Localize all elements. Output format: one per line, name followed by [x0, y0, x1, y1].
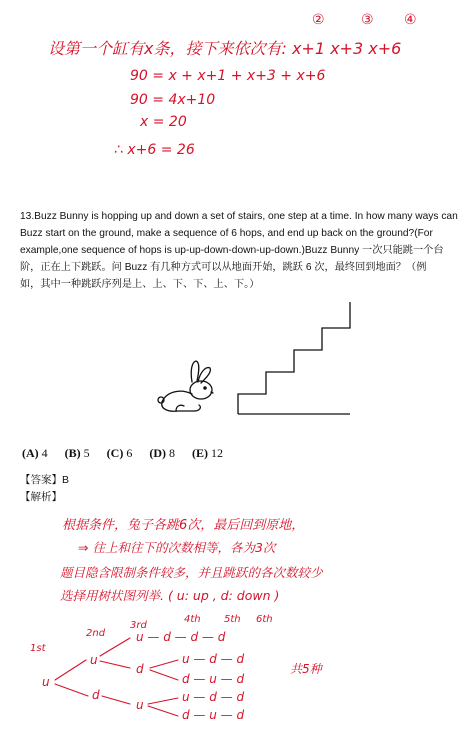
handwritten-line-setup: 设第一个缸有x条，接下来依次有: x+1 x+3 x+6 [48, 39, 402, 58]
choice-d: (D) 8 [149, 446, 176, 460]
tree-header: 6th [256, 614, 273, 625]
tree-row: u — d — d [182, 652, 245, 666]
handwritten-line: 选择用树状图列举. ( u: up , d: down ) [60, 588, 280, 603]
tree-row: u — d — d [182, 690, 245, 704]
tree-row: d — u — d [182, 672, 245, 686]
tree-header: 4th [184, 614, 201, 625]
tree-header: 2nd [86, 628, 106, 639]
choice-e: (E) 12 [192, 446, 224, 460]
choice-a: (A) 4 [22, 446, 48, 460]
handwritten-equation: 90 = x + x+1 + x+3 + x+6 [130, 68, 326, 84]
analysis-label: 【解析】 [20, 491, 62, 503]
handwritten-equation: 90 = 4x+10 [130, 92, 216, 108]
tree-row: d — u — d [182, 708, 245, 722]
tree-node: u [90, 653, 98, 667]
tree-root: u [42, 675, 50, 689]
tree-header: 1st [30, 643, 46, 654]
problem-line: example,one sequence of hops is up-up-down-down-up-down.)Buzz Bunny 一次只能跳一个台 [20, 245, 444, 256]
tree-header: 3rd [130, 620, 147, 631]
handwritten-equation: x = 20 [140, 114, 187, 130]
tree-row: u — d — d — d [136, 630, 226, 644]
tree-header: 5th [224, 614, 241, 625]
handwritten-equation: ∴ x+6 = 26 [114, 142, 195, 158]
handwritten-line: 题目隐含限制条件较多，并且跳跃的各次数较少 [60, 565, 323, 580]
tree-single-u-node: u [136, 698, 144, 712]
handwritten-line: ⇒ 往上和往下的次数相等，各为3次 [78, 540, 276, 555]
tree-single-d-node: d [136, 662, 144, 676]
problem-line: 阶，正在上下跳跃。问 Buzz 有几种方式可以从地面开始，跳跃 6 次，最终回到地面？（例 [20, 262, 427, 273]
tree-total: 共5种 [290, 662, 322, 676]
circled-number: ② [312, 12, 325, 28]
problem-line: 13.Buzz Bunny is hopping up and down a set of stairs, one step at a time. In how many ways can [20, 211, 458, 222]
handwritten-line: 根据条件，兔子各跳6次，最后回到原地， [62, 518, 305, 533]
problem-line: 如，其中一种跳跃序列是上、上、下、下、上、下。） [20, 279, 260, 290]
choice-b: (B) 5 [64, 446, 90, 460]
answer-label: 【答案】B [20, 474, 70, 486]
tree-node: d [92, 688, 100, 702]
choice-c: (C) 6 [106, 446, 133, 460]
circled-number: ④ [404, 12, 417, 28]
circled-number: ③ [361, 12, 374, 28]
problem-line: Buzz start on the ground, make a sequence of 6 hops, and end up back on the ground?(For [20, 228, 433, 239]
